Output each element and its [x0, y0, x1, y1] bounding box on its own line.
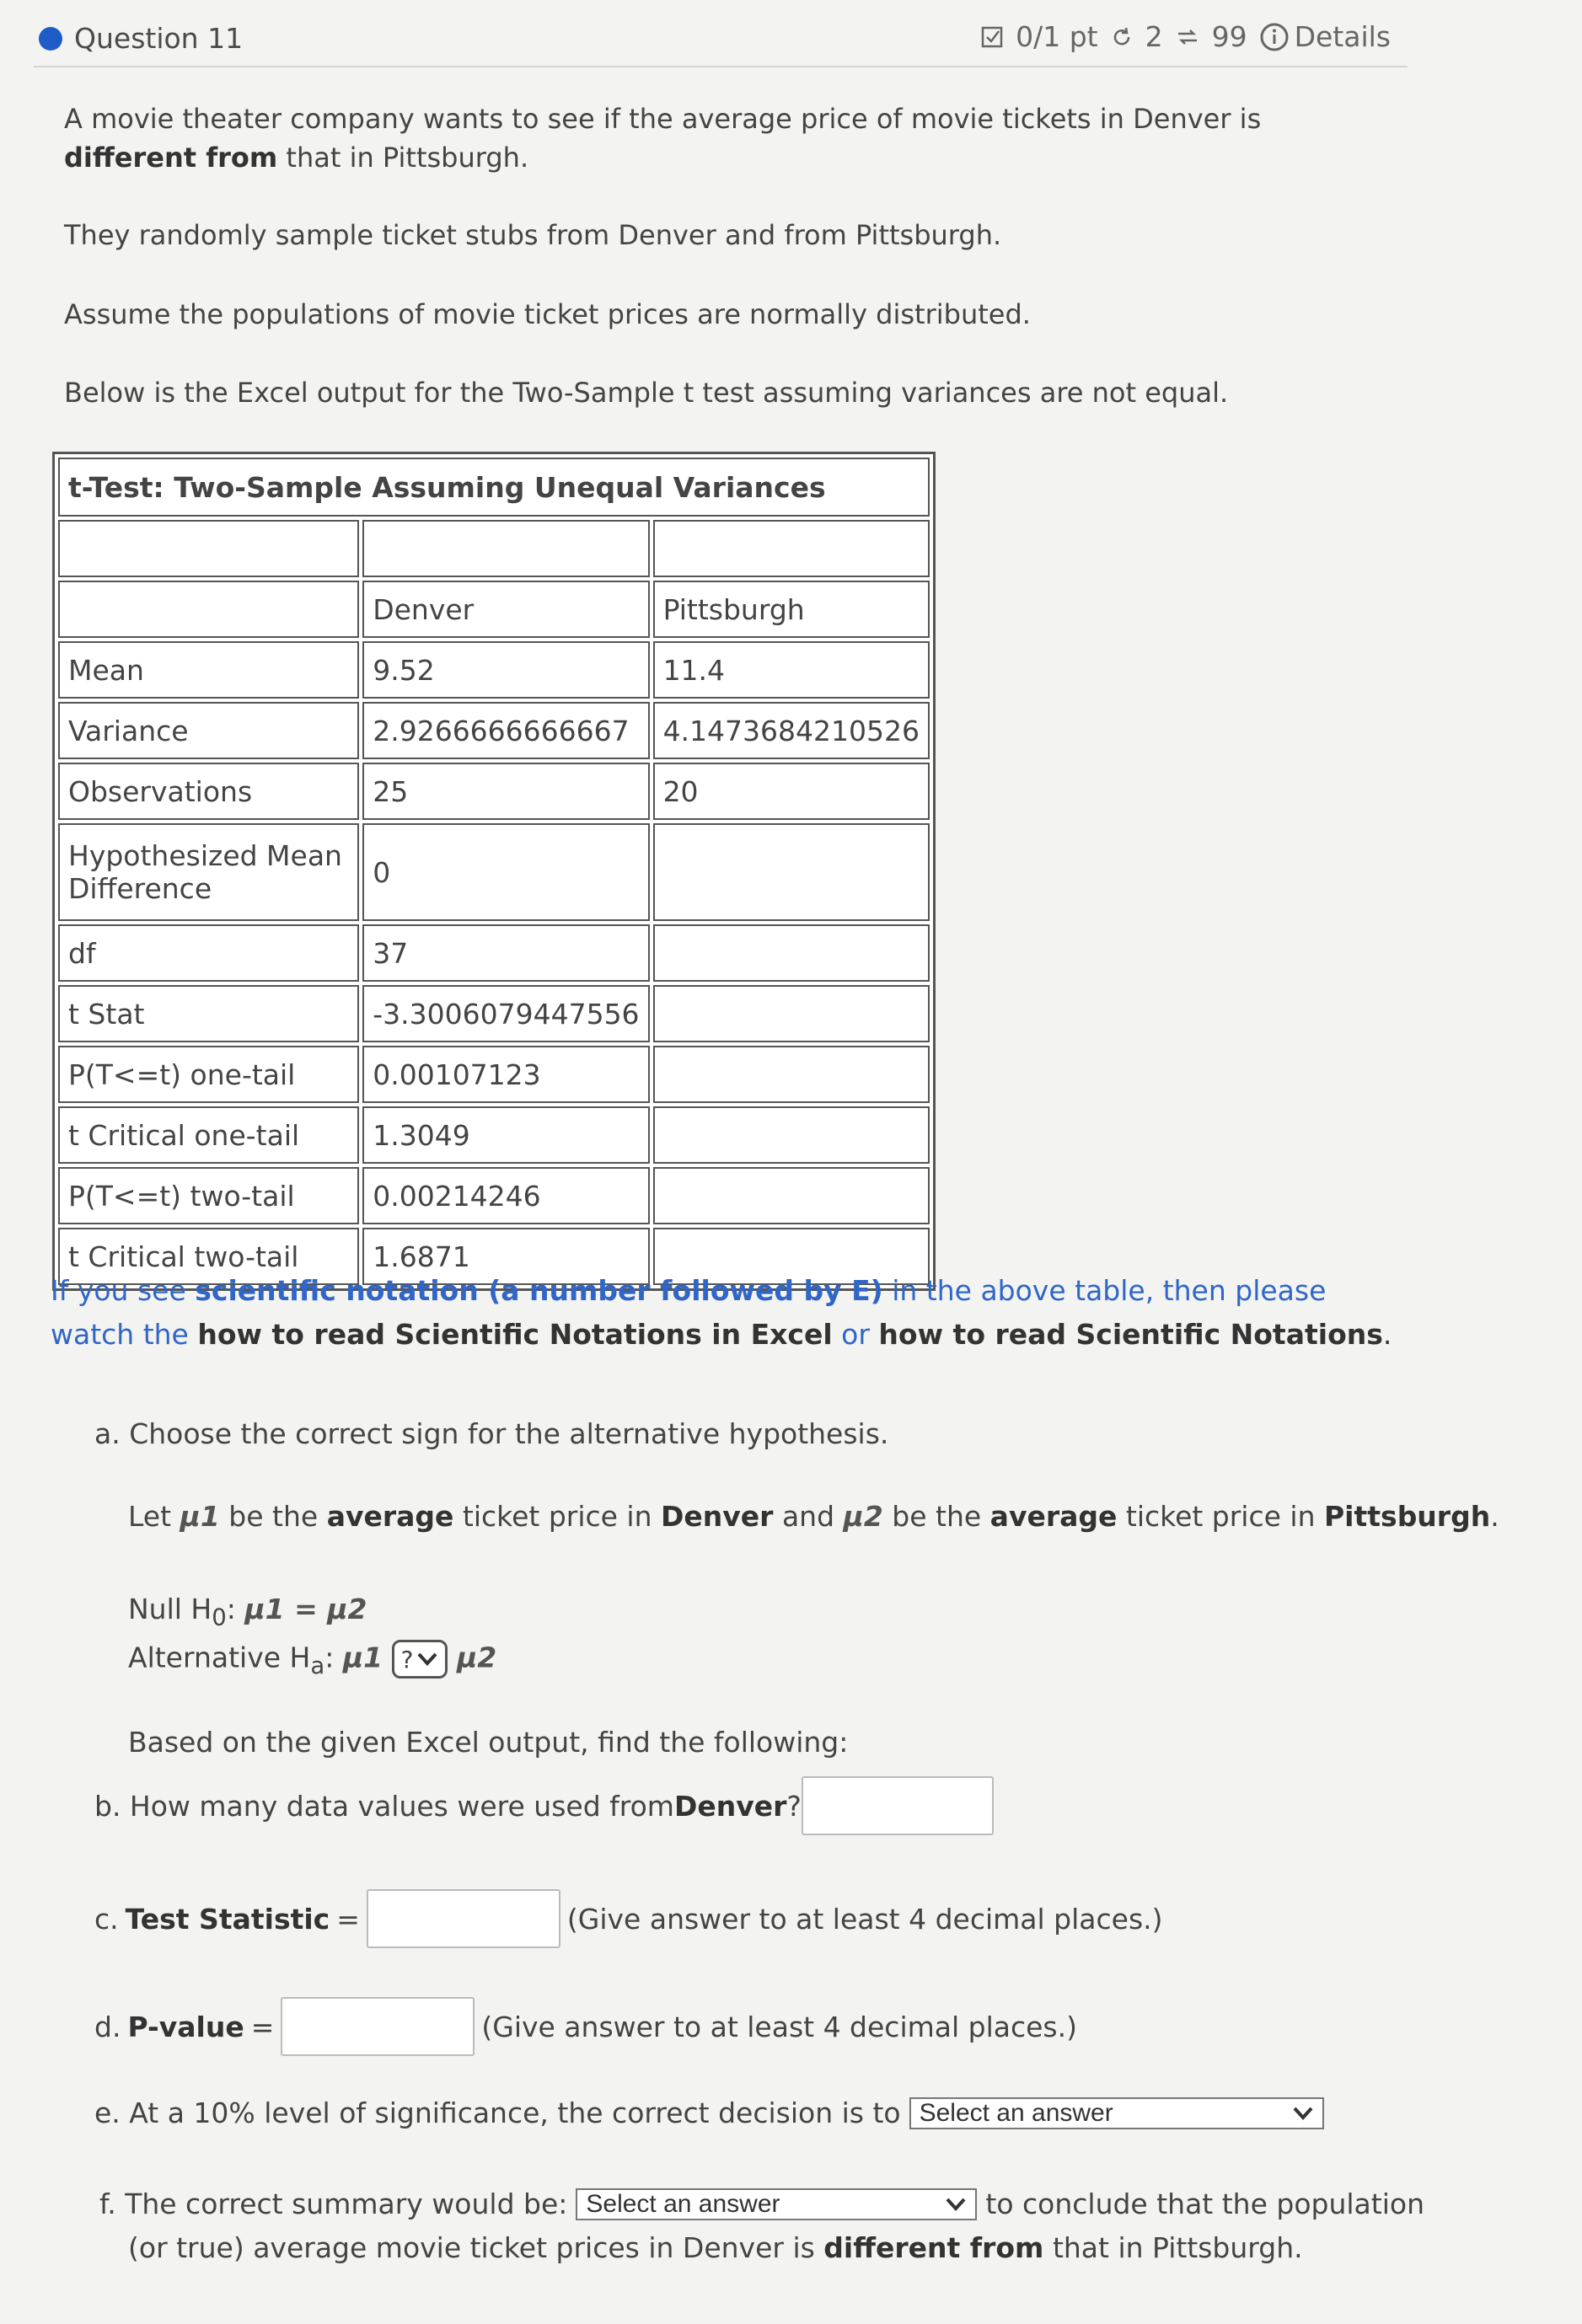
def-emphasis: average	[326, 1500, 454, 1533]
pittsburgh-value	[653, 823, 930, 921]
def-text: be the	[882, 1500, 990, 1533]
question-e	[94, 2096, 1324, 2129]
row-label: P(T<=t) one-tail	[58, 1046, 359, 1103]
table-cell	[362, 520, 649, 577]
question-f-text-end: that in Pittsburgh.	[1043, 2231, 1303, 2264]
alt-mu2-symbol: μ2	[456, 1641, 497, 1674]
denver-value: 1.6871	[362, 1228, 649, 1285]
row-label: t Stat	[58, 985, 359, 1042]
null-equation: μ1 = μ2	[244, 1593, 367, 1625]
tries-text: 99	[1211, 20, 1247, 53]
link-scientific-notation-excel[interactable]: how to read Scientific Notations in Excel	[197, 1318, 833, 1351]
chevron-down-icon	[945, 2197, 967, 2212]
row-label: Mean	[58, 641, 359, 699]
decision-select-label: Select an answer	[919, 2098, 1113, 2127]
chevron-down-icon	[416, 1652, 438, 1667]
note-text: If you see	[51, 1274, 196, 1307]
row-label: Variance	[58, 702, 359, 759]
mu2-symbol: μ2	[843, 1500, 883, 1533]
pittsburgh-value: 20	[653, 763, 930, 820]
excel-output-table	[52, 452, 936, 1291]
table-row	[58, 1167, 930, 1224]
table-row	[58, 924, 930, 982]
def-text: ticket price in	[453, 1500, 662, 1533]
denver-value: 0	[362, 823, 649, 921]
def-text: .	[1490, 1500, 1499, 1533]
question-c-hint: (Give answer to at least 4 decimal places.)	[566, 1902, 1163, 1936]
denver-value: -3.3006079447556	[362, 985, 649, 1042]
table-title-row	[58, 458, 930, 517]
table-title: t-Test: Two-Sample Assuming Unequal Variances	[58, 458, 930, 517]
def-text: ticket price in	[1117, 1500, 1324, 1533]
table-cell	[58, 520, 359, 577]
denver-value: 2.9266666666667	[362, 702, 649, 759]
null-hypothesis: Null $H_0$: μ1 = μ2	[128, 1593, 367, 1631]
intro-paragraph-2: They randomly sample ticket stubs from Denver and from Pittsburgh.	[64, 219, 1002, 251]
table-cell	[653, 520, 930, 577]
pittsburgh-value	[653, 1106, 930, 1164]
chevron-down-icon	[1292, 2106, 1314, 2121]
test-statistic-input[interactable]	[367, 1889, 560, 1948]
null-subscript: 0	[212, 1604, 227, 1631]
question-f-text: f. The correct summary would be:	[99, 2187, 568, 2220]
def-emphasis: Denver	[661, 1500, 774, 1533]
alt-mu1-symbol: μ1	[342, 1641, 383, 1674]
question-a-definition	[128, 1500, 1499, 1533]
question-b-text: b. How many data values were used from	[94, 1789, 674, 1823]
pittsburgh-value	[653, 1167, 930, 1224]
pittsburgh-value	[653, 924, 930, 982]
note-text: .	[1382, 1318, 1392, 1351]
question-d-hint: (Give answer to at least 4 decimal places.)	[481, 2010, 1077, 2043]
table-row	[58, 823, 930, 921]
summary-select-label: Select an answer	[586, 2189, 780, 2218]
table-cell	[58, 581, 359, 638]
pittsburgh-value: 11.4	[653, 641, 930, 699]
link-scientific-notation[interactable]: how to read Scientific Notations	[878, 1318, 1383, 1351]
null-label: Null H	[128, 1593, 212, 1625]
table-row	[58, 702, 930, 759]
alternative-sign-select[interactable]	[392, 1640, 448, 1679]
question-c-equals: =	[336, 1902, 360, 1936]
question-a-text: a. Choose the correct sign for the alternative hypothesis.	[94, 1417, 889, 1450]
column-header-denver: Denver	[362, 581, 649, 638]
note-emphasis: scientific notation (a number followed by E)	[195, 1274, 883, 1307]
question-header	[34, 10, 1408, 67]
row-label: P(T<=t) two-tail	[58, 1167, 359, 1224]
def-emphasis: Pittsburgh	[1324, 1500, 1491, 1533]
question-status-dot	[39, 27, 62, 51]
table-row	[58, 520, 930, 577]
summary-select[interactable]	[576, 2188, 977, 2220]
denver-value: 1.3049	[362, 1106, 649, 1164]
row-label: df	[58, 924, 359, 982]
mu1-symbol: μ1	[180, 1500, 220, 1533]
table-row	[58, 763, 930, 820]
question-d-label: d.	[94, 2010, 121, 2043]
question-d	[94, 1997, 1077, 2056]
intro-paragraph-1	[64, 99, 1379, 177]
question-title: Question 11	[74, 22, 244, 55]
question-c-emphasis: Test Statistic	[125, 1902, 330, 1936]
tries-icon	[1175, 25, 1200, 49]
intro-text-end: that in Pittsburgh.	[277, 142, 529, 174]
alternative-hypothesis: Alternative $H_a$: μ1 ? μ2	[128, 1641, 497, 1680]
column-header-pittsburgh: Pittsburgh	[653, 581, 930, 638]
p-value-input[interactable]	[281, 1997, 475, 2056]
checkbox-icon	[980, 25, 1004, 49]
question-f-text-2: to conclude that the population	[985, 2187, 1424, 2220]
table-row	[58, 1106, 930, 1164]
table-row	[58, 641, 930, 699]
sign-placeholder: ?	[400, 1645, 414, 1673]
alt-label: Alternative H	[128, 1641, 311, 1674]
row-label: Observations	[58, 763, 359, 820]
table-row	[58, 1046, 930, 1103]
denver-count-input[interactable]	[802, 1776, 994, 1835]
question-f-continuation	[128, 2231, 1303, 2264]
question-e-text: e. At a 10% level of significance, the correct decision is to	[94, 2096, 901, 2129]
question-b-emphasis: Denver	[673, 1789, 787, 1823]
question-f-text-3: (or true) average movie ticket prices in Denver is	[128, 2231, 824, 2264]
retry-icon	[1110, 25, 1134, 49]
row-label: t Critical two-tail	[58, 1228, 359, 1285]
alt-subscript: a	[310, 1652, 325, 1680]
intro-paragraph-4: Below is the Excel output for the Two-Sample t test assuming variances are not equal.	[64, 377, 1229, 409]
attempts-text: 2	[1145, 20, 1163, 53]
question-f-emphasis: different from	[823, 2231, 1044, 2264]
intro-paragraph-3: Assume the populations of movie ticket prices are normally distributed.	[64, 298, 1031, 330]
details-link[interactable]	[1259, 20, 1391, 53]
question-meta	[980, 20, 1391, 53]
info-icon	[1259, 22, 1290, 52]
intro-text: A movie theater company wants to see if the average price of movie tickets in Denver is	[64, 103, 1262, 135]
table-row	[58, 985, 930, 1042]
denver-value: 0.00214246	[362, 1167, 649, 1224]
based-on-text: Based on the given Excel output, find the following:	[128, 1726, 849, 1759]
question-b	[94, 1776, 994, 1835]
details-label: Details	[1294, 20, 1391, 53]
note-text: in the above table, then please watch the	[51, 1274, 1327, 1351]
decision-select[interactable]	[909, 2097, 1324, 2129]
pittsburgh-value	[653, 1046, 930, 1103]
denver-value: 9.52	[362, 641, 649, 699]
intro-emphasis: different from	[64, 142, 278, 174]
def-text: and	[773, 1500, 844, 1533]
row-label: t Critical one-tail	[58, 1106, 359, 1164]
pittsburgh-value	[653, 985, 930, 1042]
denver-value: 37	[362, 924, 649, 982]
row-label: Hypothesized Mean Difference	[58, 823, 359, 921]
question-c-label: c.	[94, 1902, 119, 1936]
points-text: 0/1 pt	[1016, 20, 1098, 53]
pittsburgh-value: 4.1473684210526	[653, 702, 930, 759]
scientific-notation-note	[51, 1269, 1399, 1357]
def-emphasis: average	[989, 1500, 1118, 1533]
def-text: be the	[219, 1500, 327, 1533]
question-d-emphasis: P-value	[127, 2010, 244, 2043]
table-header-row	[58, 581, 930, 638]
question-d-equals: =	[250, 2010, 275, 2043]
def-text: Let	[128, 1500, 180, 1533]
question-c	[94, 1889, 1163, 1948]
question-f	[99, 2187, 1424, 2220]
note-text: or	[832, 1318, 879, 1351]
denver-value: 25	[362, 763, 649, 820]
denver-value: 0.00107123	[362, 1046, 649, 1103]
question-b-text-end: ?	[786, 1789, 802, 1823]
